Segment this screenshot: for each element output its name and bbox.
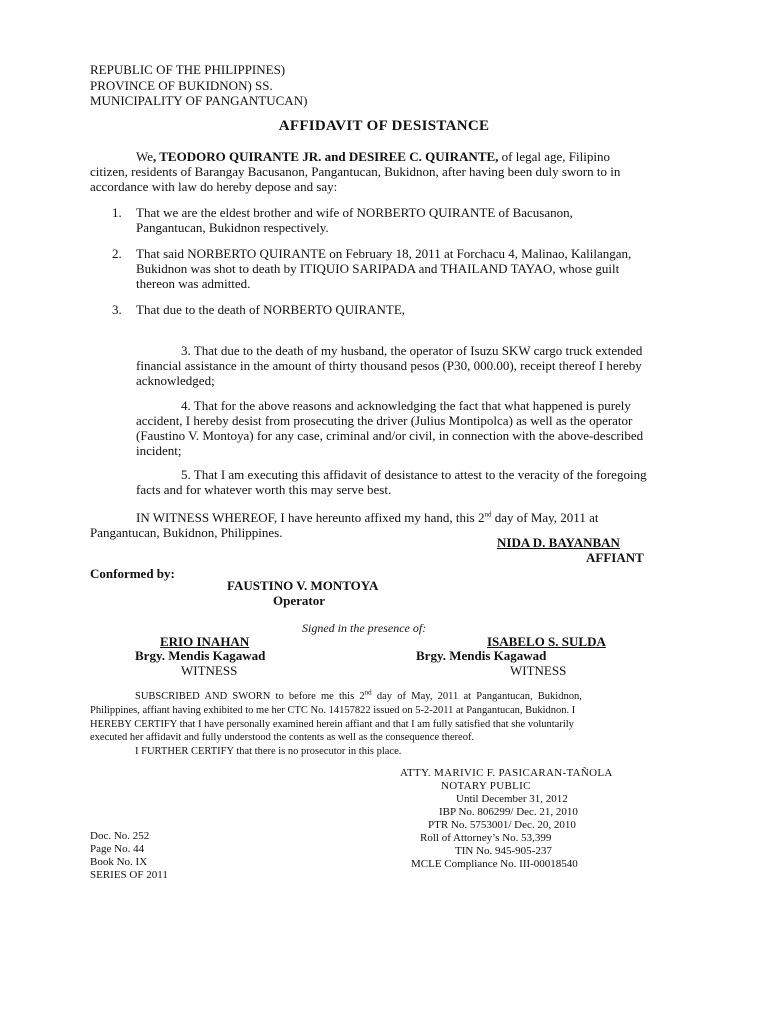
notary-name: ATTY. MARIVIC F. PASICARAN-TAÑOLA bbox=[400, 767, 613, 779]
paragraph-line: (Faustino V. Montoya) for any case, criminal and/or civil, in connection with the above-described bbox=[136, 428, 644, 443]
jurat-line: Philippines, affiant having exhibited to me her CTC No. 14157822 issued on 5-2-2011 at Pangantucan, Bukidnon. I bbox=[90, 704, 576, 716]
witness-role: WITNESS bbox=[510, 663, 567, 678]
conformed-role: Operator bbox=[273, 593, 325, 608]
affiant-names: , TEODORO QUIRANTE JR. and DESIREE C. QUIRANTE, bbox=[153, 149, 499, 164]
intro-rest: of legal age, Filipino bbox=[498, 149, 610, 164]
statement-paragraph bbox=[136, 467, 647, 497]
numbered-item bbox=[112, 205, 573, 235]
ordinal-suffix: nd bbox=[364, 688, 372, 697]
paragraph-line: acknowledged; bbox=[136, 373, 215, 388]
item-number: 2. bbox=[112, 246, 122, 261]
notary-detail: Roll of Attorney’s No. 53,399 bbox=[420, 832, 552, 844]
header-line: MUNICIPALITY OF PANGANTUCAN) bbox=[90, 93, 308, 108]
header-line: PROVINCE OF BUKIDNON) SS. bbox=[90, 77, 273, 93]
intro-line: accordance with law do hereby depose and say: bbox=[90, 179, 338, 194]
witness-role: WITNESS bbox=[181, 663, 238, 678]
jurat-text: day of May, 2011 at Pangantucan, Bukidnon, bbox=[371, 691, 582, 702]
jurat-line: HEREBY CERTIFY that I have personally examined herein affiant and that I am fully satisfied that she voluntarily bbox=[90, 718, 574, 730]
doc-ref-line: SERIES OF 2011 bbox=[90, 869, 168, 881]
witness-clause-line: Pangantucan, Bukidnon, Philippines. bbox=[90, 525, 283, 540]
header-line: REPUBLIC OF THE PHILIPPINES) bbox=[90, 62, 286, 77]
paragraph-line: 5. That I am executing this affidavit of desistance to attest to the veracity of the foregoing bbox=[181, 467, 647, 482]
witness-name: ERIO INAHAN bbox=[160, 634, 250, 649]
numbered-item bbox=[112, 246, 631, 291]
item-line: That said NORBERTO QUIRANTE on February 18, 2011 at Forchacu 4, Malinao, Kalilangan, bbox=[136, 246, 632, 261]
intro-paragraph bbox=[90, 149, 620, 194]
witness-title: Brgy. Mendis Kagawad bbox=[416, 648, 547, 663]
notary-detail: TIN No. 945-905-237 bbox=[455, 845, 552, 857]
jurat-text: SUBSCRIBED AND SWORN to before me this 2 bbox=[135, 691, 365, 702]
paragraph-line: accident, I hereby desist from prosecuting the driver (Julius Montipolca) as well as the operator bbox=[136, 413, 633, 428]
statement-paragraph bbox=[136, 398, 643, 458]
jurisdiction-header bbox=[90, 62, 307, 109]
ordinal-suffix: nd bbox=[484, 510, 492, 519]
jurat-line: executed her affidavit and fully understood the contents as well as the consequence thereof. bbox=[90, 732, 475, 744]
doc-ref-line: Book No. IX bbox=[90, 856, 148, 868]
item-line: thereon was admitted. bbox=[136, 276, 251, 291]
statement-paragraph bbox=[136, 343, 642, 388]
jurat-line: I FURTHER CERTIFY that there is no prosecutor in this place. bbox=[135, 746, 402, 758]
paragraph-line: 3. That due to the death of my husband, the operator of Isuzu SKW cargo truck extended bbox=[181, 343, 643, 358]
item-line: Bukidnon was shot to death by ITIQUIO SARIPADA and THAILAND TAYAO, whose guilt bbox=[136, 261, 620, 276]
notary-title: NOTARY PUBLIC bbox=[441, 780, 531, 792]
paragraph-line: 4. That for the above reasons and acknowledging the fact that what happened is purely bbox=[181, 398, 631, 413]
jurat-paragraph bbox=[90, 690, 582, 759]
conformed-name: FAUSTINO V. MONTOYA bbox=[227, 578, 379, 593]
notary-detail: IBP No. 806299/ Dec. 21, 2010 bbox=[439, 806, 578, 818]
notary-detail: MCLE Compliance No. III-00018540 bbox=[411, 858, 578, 870]
intro-prefix: We bbox=[136, 149, 153, 164]
document-references bbox=[90, 830, 168, 882]
doc-ref-line: Doc. No. 252 bbox=[90, 830, 150, 842]
item-number: 3. bbox=[112, 302, 122, 317]
witness-clause-text: IN WITNESS WHEREOF, I have hereunto affixed my hand, this 2 bbox=[136, 510, 485, 525]
witness-clause-text: day of May, 2011 at bbox=[491, 510, 599, 525]
item-line: That we are the eldest brother and wife of NORBERTO QUIRANTE of Bacusanon, bbox=[136, 205, 573, 220]
paragraph-line: facts and for whatever worth this may serve best. bbox=[136, 482, 392, 497]
witness-name: ISABELO S. SULDA bbox=[487, 634, 606, 649]
paragraph-line: financial assistance in the amount of thirty thousand pesos (P30, 000.00), receipt thereof I hereby bbox=[136, 358, 642, 373]
affiant-role: AFFIANT bbox=[586, 550, 644, 565]
notary-detail: PTR No. 5753001/ Dec. 20, 2010 bbox=[428, 819, 576, 831]
item-number: 1. bbox=[112, 205, 122, 220]
intro-line: citizen, residents of Barangay Bacusanon, Pangantucan, Bukidnon, after having been duly sworn to in bbox=[90, 164, 621, 179]
presence-label: Signed in the presence of: bbox=[302, 621, 427, 635]
witness-title: Brgy. Mendis Kagawad bbox=[135, 648, 266, 663]
paragraph-line: incident; bbox=[136, 443, 182, 458]
numbered-item bbox=[112, 302, 405, 317]
doc-ref-line: Page No. 44 bbox=[90, 843, 145, 855]
item-line: That due to the death of NORBERTO QUIRANTE, bbox=[136, 302, 406, 317]
item-line: Pangantucan, Bukidnon respectively. bbox=[136, 220, 329, 235]
document-title: AFFIDAVIT OF DESISTANCE bbox=[278, 118, 490, 134]
affiant-name: NIDA D. BAYANBAN bbox=[497, 535, 620, 550]
conformed-label: Conformed by: bbox=[90, 566, 175, 581]
notary-detail: Until December 31, 2012 bbox=[456, 793, 568, 805]
